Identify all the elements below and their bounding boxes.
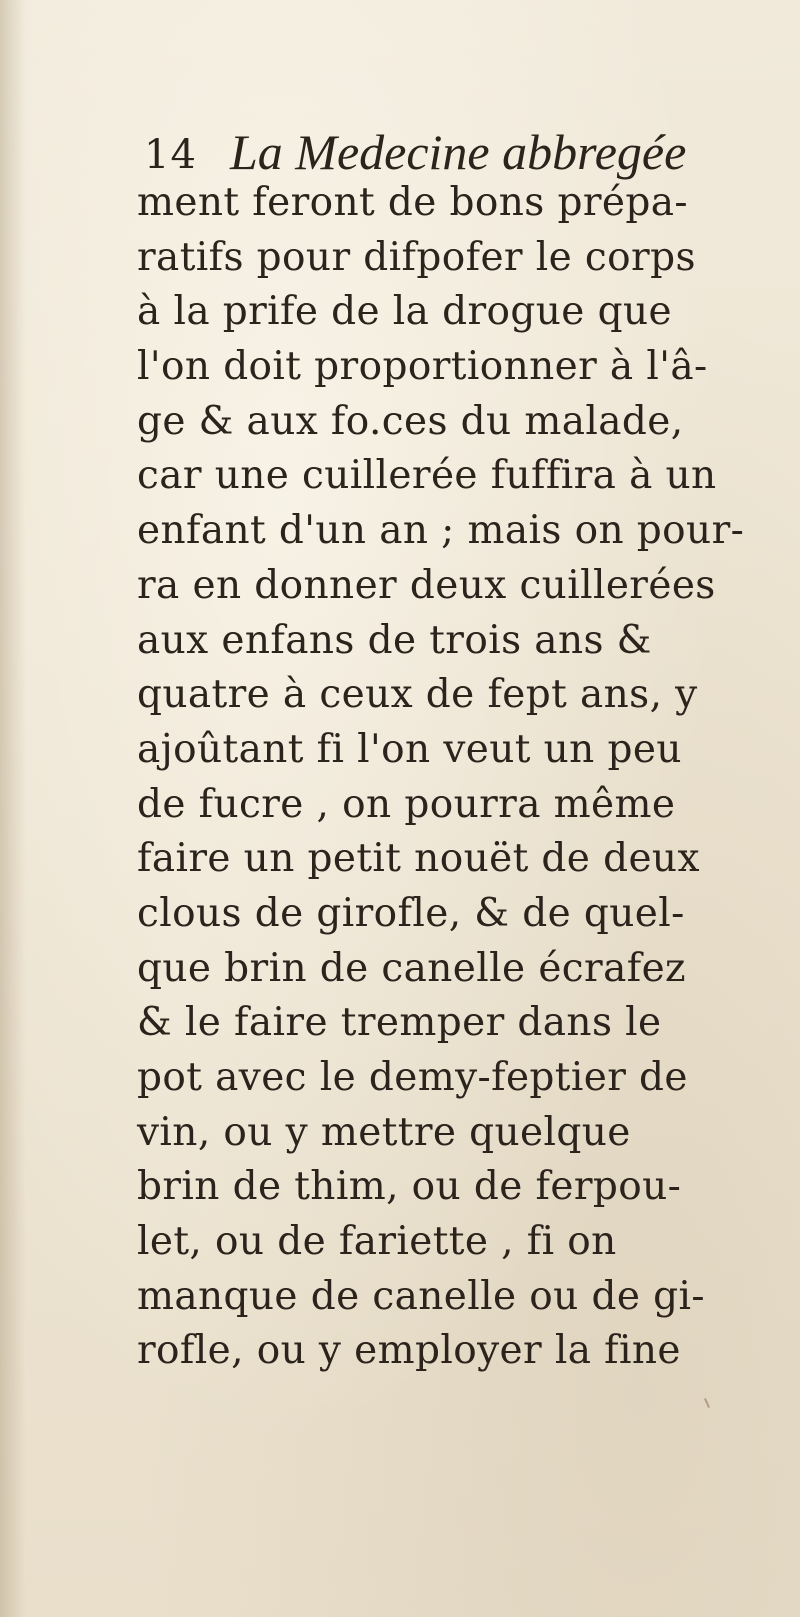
text-line: ge & aux fo.ces du malade, (137, 398, 684, 444)
text-line: aux enfans de trois ans & (137, 617, 652, 663)
text-line: que brin de canelle écrafez (137, 945, 686, 991)
text-line: pot avec le demy-feptier de (137, 1055, 688, 1100)
text-line: ajoûtant fi l'on veut un peu (137, 726, 682, 772)
body-text (137, 176, 777, 1379)
text-line: manque de canelle ou de gi- (137, 1273, 705, 1319)
ink-speck (704, 1398, 710, 1408)
text-line: clous de girofle, & de quel- (137, 890, 685, 936)
page-gutter-shadow (0, 0, 26, 1617)
text-line: ratifs pour difpofer le corps (137, 234, 696, 280)
text-line: de fucre , on pourra même (137, 781, 676, 827)
text-line: & le faire tremper dans le (137, 1000, 662, 1046)
text-line: rofle, ou y employer la fine (137, 1328, 681, 1374)
text-line: à la prife de la drogue que (137, 289, 672, 335)
text-line: l'on doit proportionner à l'â- (137, 344, 708, 390)
text-line: ra en donner deux cuillerées (137, 562, 716, 608)
text-line: quatre à ceux de fept ans, y (137, 672, 698, 718)
text-line: brin de thim, ou de ferpou- (137, 1164, 682, 1210)
text-line: ment feront de bons prépa- (137, 180, 688, 225)
text-line: car une cuillerée fuffira à un (137, 453, 717, 499)
text-line: vin, ou y mettre quelque (137, 1109, 631, 1155)
page-number: 14 (144, 132, 197, 178)
text-line: faire un petit nouët de deux (137, 836, 700, 882)
running-title: La Medecine abbregée (230, 124, 687, 180)
text-line: let, ou de fariette , fi on (137, 1219, 617, 1265)
text-line: enfant d'un an ; mais on pour- (137, 508, 745, 554)
